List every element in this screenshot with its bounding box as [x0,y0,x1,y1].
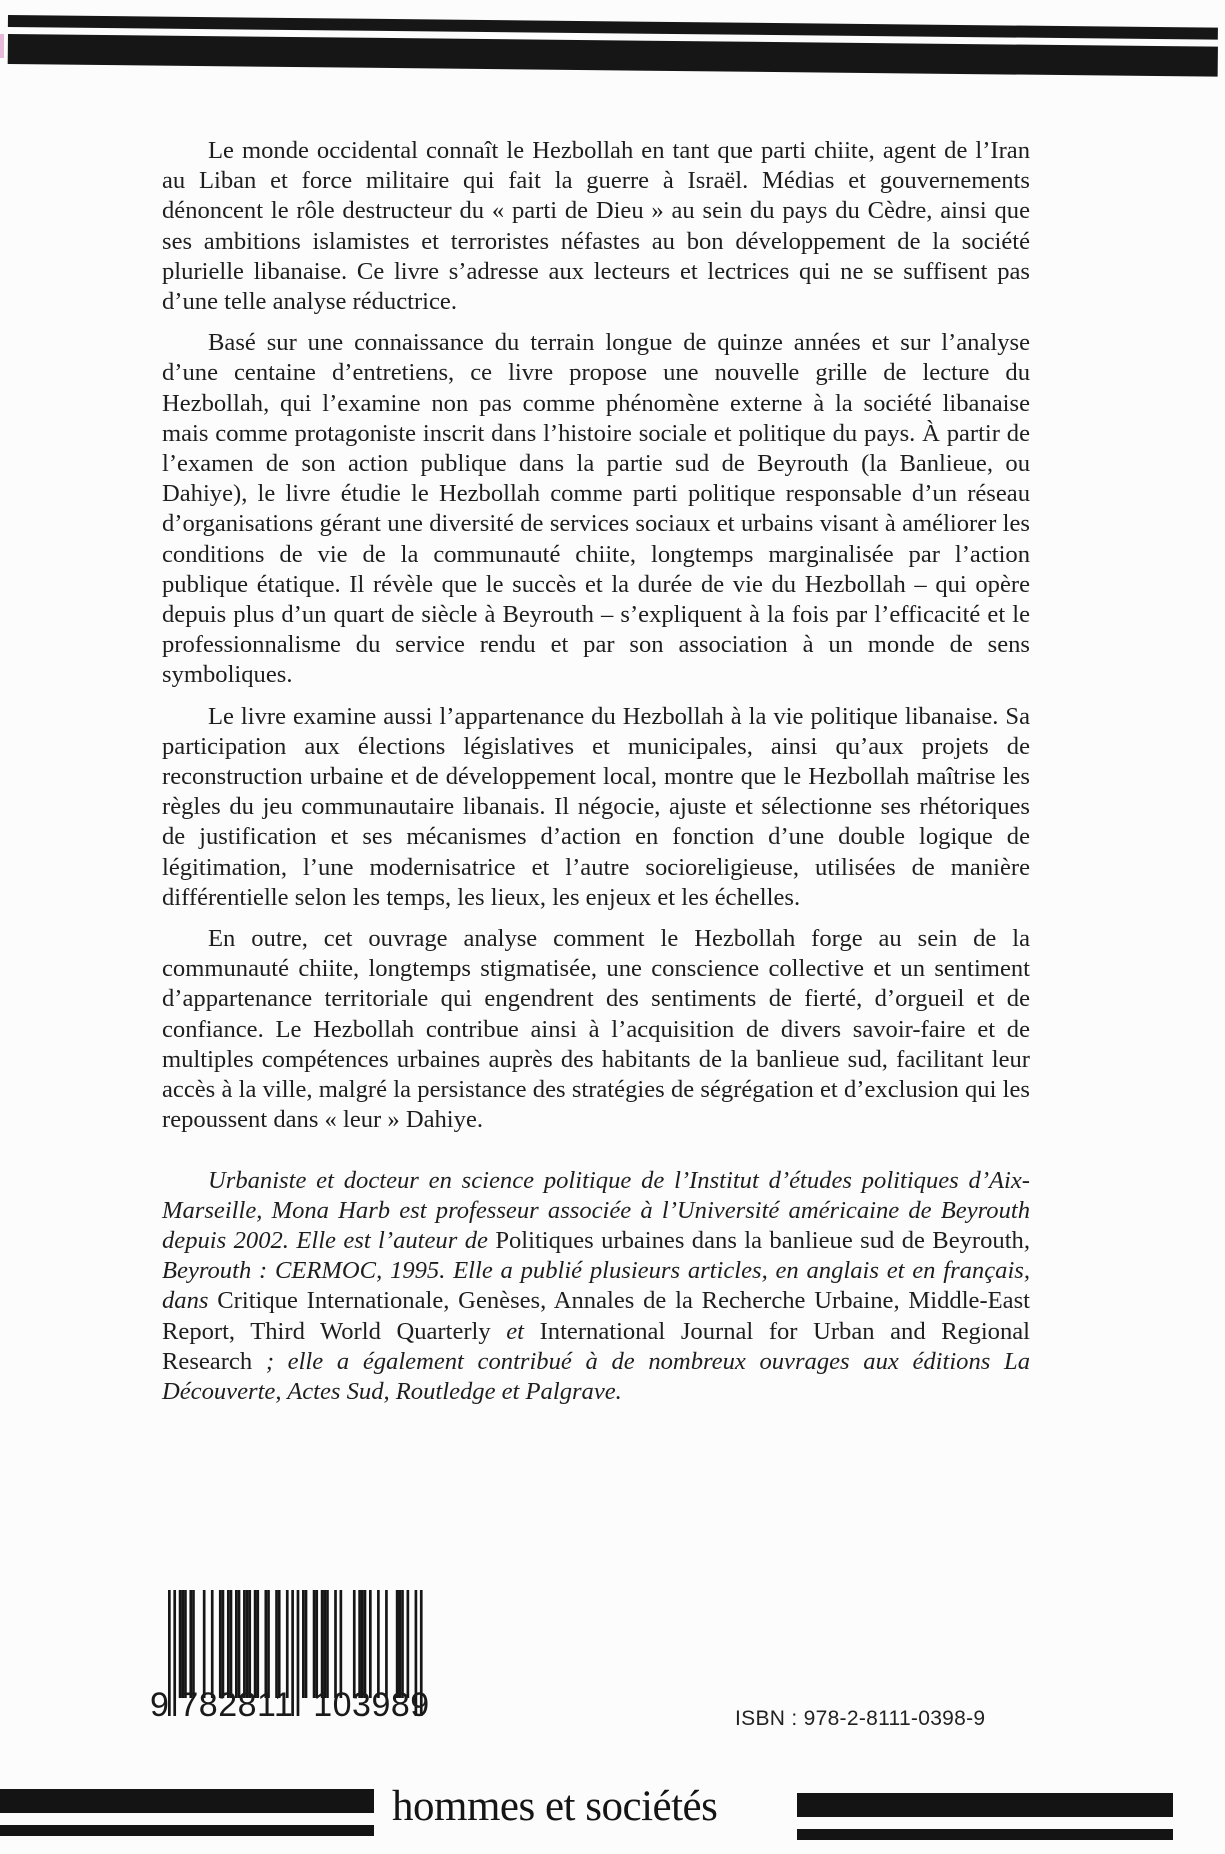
barcode-bar [361,1590,364,1698]
barcode-bar [358,1590,361,1698]
barcode-bar [369,1590,372,1698]
barcode-bar [275,1590,278,1698]
barcode-bar [377,1590,380,1698]
barcode-bar [179,1590,182,1698]
bio-journal-title: International Journal for Urban and Regional Research [162,1317,1031,1375]
isbn-label: ISBN : 978-2-8111-0398-9 [735,1707,986,1730]
back-cover-text [162,136,1030,1418]
paragraph-2: Basé sur une connaissance du terrain longue de quinze années et sur l’analyse d’une centaine d’entretiens, ce livre propose une nouvelle grille de lecture du Hezbollah, qui l’examine non pas comme phénomène externe à la société libanaise mais comme protagoniste inscrit dans l’histoire sociale et politique du pays. À partir de l’examen de son action publique dans la partie sud de Beyrouth (la Banlieue, ou Dahiye), le livre étudie le Hezbollah comme parti politique responsable d’un réseau d’organisations gérant une diversité de services sociaux et urbains visant à améliorer les conditions de vie de la communauté chiite, longtemps marginalisée par l’action publique étatique. Il révèle que le succès et la durée de vie du Hezbollah – qui opère depuis plus d’un quart de siècle à Beyrouth – s’expliquent à la fois par l’efficacité et le professionnalisme du service rendu et par son association à un monde de sens symboliques. [162,329,1030,689]
barcode-bar [364,1590,367,1698]
barcode-bar [211,1590,214,1698]
barcode-bar [334,1590,337,1698]
barcode-bar [238,1590,241,1698]
barcode-bar [267,1590,270,1698]
bio-journals: Critique Internationale, Genèses, Annales de la Recherche Urbaine, Middle-East Report, Third World Quarterly [162,1287,1030,1345]
barcode-bar [353,1590,356,1698]
bio-segment: ; elle a également contribué à de nombreux ouvrages aux éditions La Découverte, Actes Sud, Routledge et Palgrave. [162,1347,1030,1405]
barcode-bar [264,1590,267,1698]
paragraph-4: En outre, cet ouvrage analyse comment le Hezbollah forge au sein de la communauté chiite, longtemps stigmatisée, une conscience collective et un sentiment d’appartenance territoriale qui engendrent des sentiments de fierté, d’orgueil et de confiance. Le Hezbollah contribue ainsi à l’acquisition de divers savoir-faire et de multiples compétences urbaines auprès des habitants de la banlieue sud, facilitant leur accès à la ville, malgré la persistance des stratégies de ségrégation et d’exclusion qui les repoussent dans « leur » Dahiye. [162,925,1030,1134]
bio-segment: Urbaniste et docteur en science politique de l’Institut d’études politiques d’Aix-Marseille, Mona Harb est professeur associée à l’Université américaine de Beyrouth depuis 2002. Elle est l’auteur de [162,1166,1030,1254]
paragraph-1: Le monde occidental connaît le Hezbollah en tant que parti chiite, agent de l’Iran au Liban et force militaire qui fait la guerre à Israël. Médias et gouvernements dénoncent le rôle destructeur du « parti de Dieu » au sein du pays du Cèdre, ainsi que ses ambitions islamistes et terroristes néfastes au bon développement de la société plurielle libanaise. Ce livre s’adresse aux lecteurs et lectrices qui ne se suffisent pas d’une telle analyse réductrice. [162,137,1030,316]
barcode-bar [243,1590,246,1698]
barcode-bar [219,1590,222,1698]
series-rule-left-thick [0,1789,374,1813]
barcode-bar [385,1590,388,1698]
barcode-bar [235,1590,238,1698]
barcode-bar [203,1590,206,1698]
barcode-bar [407,1590,410,1698]
barcode [150,1588,450,1724]
barcode-bar [396,1590,399,1698]
barcode-bar [321,1590,324,1698]
barcode-bar [302,1590,305,1698]
barcode-bar [315,1590,318,1698]
barcode-bar [254,1590,257,1698]
barcode-bar [256,1590,259,1698]
bio-book-title: Politiques urbaines dans la banlieue sud de Beyrouth [495,1226,1024,1254]
barcode-bar [189,1590,192,1698]
barcode-bar [246,1590,249,1698]
barcode-left-group: 782811 [179,1686,294,1724]
edge-color-mark [0,34,4,58]
paragraph-3: Le livre examine aussi l’appartenance du Hezbollah à la vie politique libanaise. Sa participation aux élections législatives et municipales, ainsi qu’aux projets de reconstruction urbaine et de développement local, montre que le Hezbollah maîtrise les règles du jeu communautaire libanais. Il négocie, ajuste et sélectionne ses rhétoriques de justification et ses mécanismes d’action en fonction d’une double logique de légitimation, l’une modernisatrice et l’autre socioreligieuse, utilisées de manière différentielle selon les temps, les lieux, les enjeux et les échelles. [162,702,1030,911]
barcode-bar [278,1590,281,1698]
bio-segment: , Beyrouth : CERMOC, 1995. Elle a publié plusieurs articles, en anglais et en français, dans [162,1226,1030,1315]
barcode-bar [340,1590,343,1698]
barcode-bar [398,1590,401,1698]
barcode-bar [230,1590,233,1698]
barcode-bar [248,1590,251,1698]
barcode-bar [401,1590,404,1698]
barcode-bar [184,1590,187,1698]
top-rule-thick [8,34,1218,77]
series-title: hommes et sociétés [392,1783,718,1830]
bio-segment: et [490,1317,540,1345]
barcode-bar [323,1590,326,1698]
barcode-first-digit: 9 [150,1686,170,1724]
series-rule-right-thick [797,1793,1173,1817]
barcode-bar [286,1590,289,1698]
author-bio [162,1166,1030,1408]
barcode-bar [305,1590,308,1698]
barcode-bar [181,1590,184,1698]
barcode-right-group: 103989 [313,1686,430,1724]
series-rule-right-thin [797,1829,1173,1840]
barcode-bar [227,1590,230,1698]
barcode-bar [222,1590,225,1698]
barcode-bar [313,1590,316,1698]
barcode-bar [326,1590,329,1698]
barcode-bar [192,1590,195,1698]
barcode-digits [150,1686,450,1725]
series-rule-left-thin [0,1825,374,1836]
